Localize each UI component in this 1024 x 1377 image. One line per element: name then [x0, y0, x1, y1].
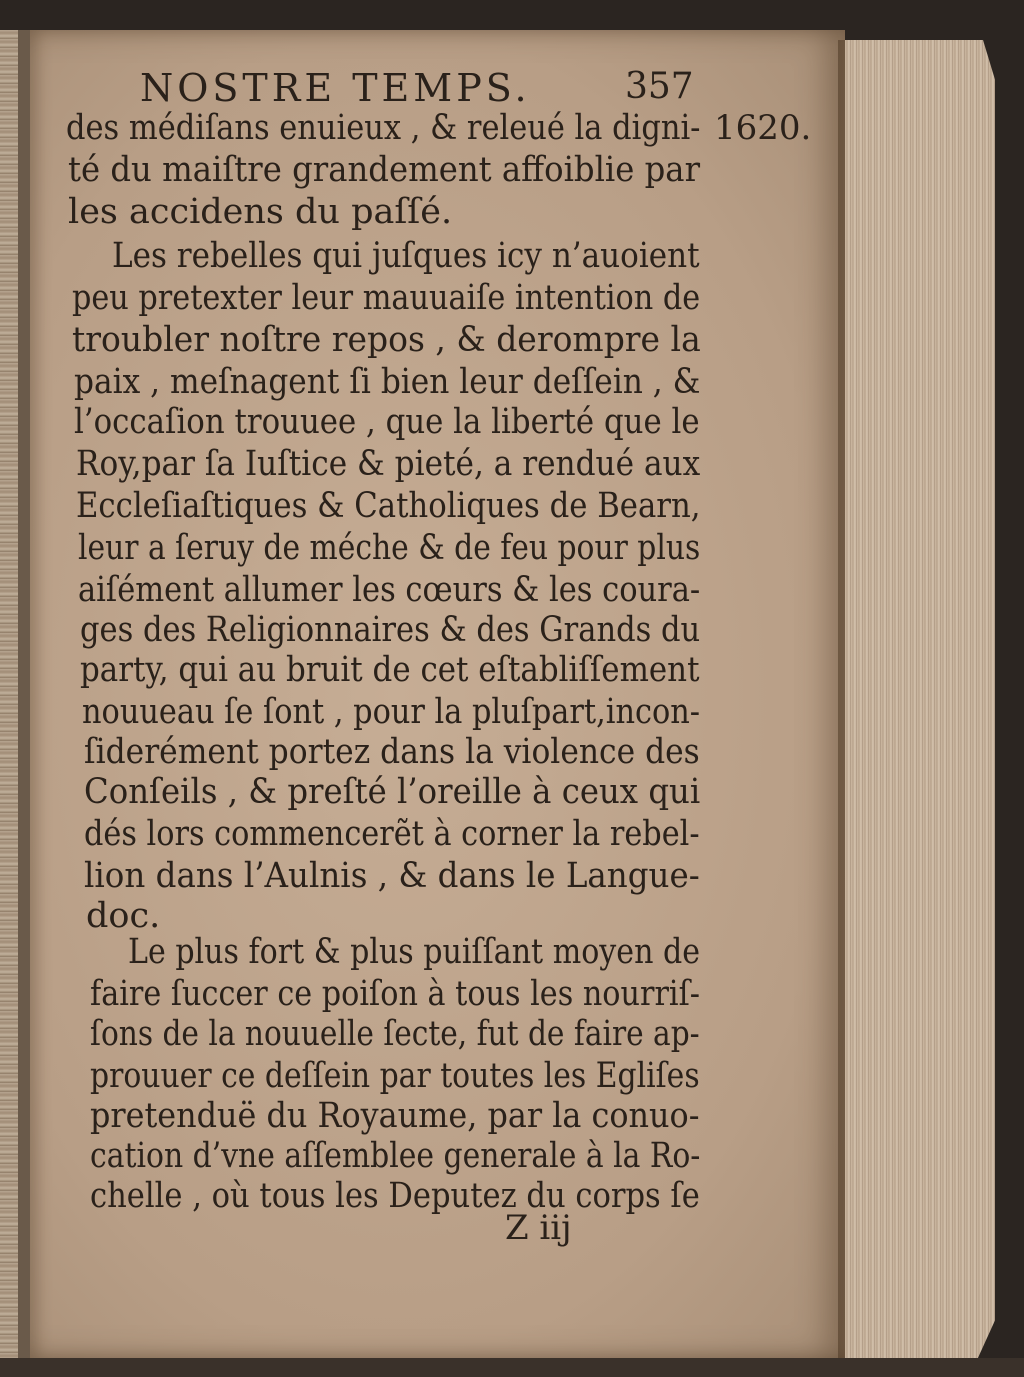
page-number: 357 [625, 66, 694, 107]
signature-mark: Z iij [505, 1208, 572, 1248]
text-line: dés lors commencerẽt à corner la rebel- [84, 814, 700, 854]
text-line: l’occaſion trouuee , que la liberté que le [74, 402, 700, 442]
text-line: party, qui au bruit de cet eſtabliſſement [80, 650, 700, 690]
margin-year-note: 1620. [714, 108, 812, 148]
text-line: peu pretexter leur mauuaiſe intention de [72, 278, 701, 318]
text-line: Le plus fort & plus puiſſant moyen de [128, 932, 701, 972]
text-line: cation d’vne aſſemblee generale à la Ro- [90, 1136, 701, 1176]
text-line: doc. [86, 896, 161, 936]
text-line: aiſément allumer les cœurs & les coura- [78, 570, 701, 610]
text-line: ſons de la nouuelle ſecte, fut de faire ap- [90, 1014, 700, 1054]
text-line: lion dans l’Aulnis , & dans le Langue- [84, 856, 700, 896]
text-line: les accidens du paſſé. [68, 192, 453, 232]
text-line: nouueau ſe ſont , pour la pluſpart,incon- [82, 692, 701, 732]
text-line: Eccleſiaſtiques & Catholiques de Bearn, [76, 486, 701, 526]
text-line: Conſeils , & preſté l’oreille à ceux qui [84, 772, 701, 812]
text-line: des médiſans enuieux , & releué la digni- [66, 108, 701, 148]
bottom-background [0, 1358, 1024, 1377]
text-line: ges des Religionnaires & des Grands du [80, 610, 701, 650]
text-line: troubler noſtre repos , & derompre la [72, 320, 701, 360]
book-fore-edge [845, 40, 995, 1360]
text-line: Roy,par ſa Iuſtice & pieté, a rendué aux [76, 444, 701, 484]
text-line: Les rebelles qui juſques icy n’auoient [112, 236, 700, 276]
text-line: pretenduë du Royaume, par la conuo- [90, 1096, 700, 1136]
text-line: paix , meſnagent ſi bien leur deſſein , & [74, 362, 701, 402]
running-header: NOSTRE TEMPS. [140, 66, 531, 110]
text-line: chelle , où tous les Deputez du corps ſe [90, 1176, 700, 1216]
text-line: prouuer ce deſſein par toutes les Egliſes [90, 1056, 700, 1096]
text-line: ſiderément portez dans la violence des [84, 732, 700, 772]
text-line: leur a ſeruy de méche & de feu pour plus [78, 528, 701, 568]
text-line: faire ſuccer ce poiſon à tous les nourriſ- [90, 974, 700, 1014]
text-line: té du maiſtre grandement affoiblie par [68, 150, 701, 190]
